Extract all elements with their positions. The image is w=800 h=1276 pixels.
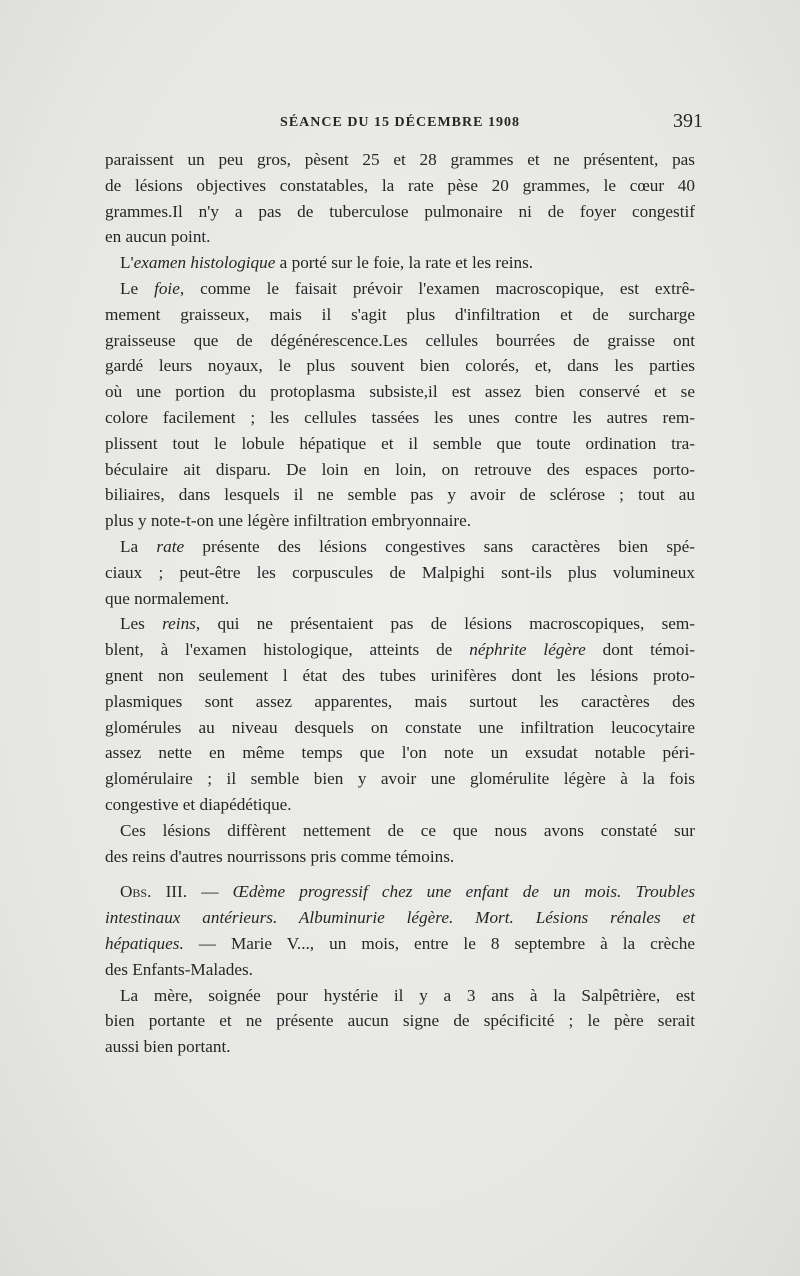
italic-text: néphrite légère — [469, 640, 586, 660]
text-run: — — [187, 882, 233, 902]
text-line — [105, 353, 695, 379]
text-run: béculaire ait disparu. De loin en loin, on retrouve des espaces porto- — [105, 459, 695, 479]
text-line — [105, 957, 695, 983]
italic-text: hépatiques. — [105, 933, 184, 953]
text-run: colore facilement ; les cellules tassées les unes contre les autres rem- — [105, 407, 695, 427]
text-line — [105, 199, 695, 225]
text-run: congestive et diapédétique. — [105, 794, 292, 814]
text-line — [105, 250, 695, 276]
text-line — [105, 482, 695, 508]
text-line — [105, 560, 695, 586]
paragraph — [105, 250, 695, 276]
body-text — [105, 147, 695, 1060]
text-run: Ces lésions diffèrent nettement de ce que nous avons constaté sur — [120, 820, 695, 840]
text-run: — Marie V..., un mois, entre le 8 septembre à la crèche — [183, 933, 695, 953]
text-run: dont témoi- — [585, 640, 695, 660]
paragraph — [105, 818, 695, 870]
italic-text: intestinaux antérieurs. Albuminurie légère. Mort. Lésions rénales et — [105, 908, 695, 928]
text-run: Obs. III. — [120, 882, 188, 902]
text-run: ciaux ; peut-être les corpuscules de Malpighi sont-ils plus volumineux — [105, 562, 695, 582]
italic-text: rate — [156, 536, 185, 556]
text-run: , comme le faisait prévoir l'examen macroscopique, est extrê- — [179, 278, 695, 298]
text-run: que normalement. — [105, 588, 230, 608]
text-line — [105, 405, 695, 431]
text-run: des reins d'autres nourrissons pris comme témoins. — [105, 846, 455, 866]
text-run: grammes.Il n'y a pas de tuberculose pulmonaire ni de foyer congestif — [105, 201, 695, 221]
text-run: gnent non seulement l état des tubes urinifères dont les lésions proto- — [105, 665, 695, 685]
text-line — [105, 302, 695, 328]
text-run: bien portante et ne présente aucun signe de spécificité ; le père serait — [105, 1011, 695, 1031]
text-line — [105, 276, 695, 302]
text-run: des Enfants-Malades. — [105, 959, 253, 979]
text-run: mement graisseux, mais il s'agit plus d'infiltration et de surcharge — [105, 304, 695, 324]
text-line — [105, 637, 695, 663]
text-line — [105, 431, 695, 457]
paragraph — [105, 276, 695, 534]
text-run: glomérulaire ; il semble bien y avoir une glomérulite légère à la fois — [105, 769, 695, 789]
text-run: La mère, soignée pour hystérie il y a 3 ans à la Salpêtrière, est — [120, 985, 695, 1005]
text-run: graisseuse que de dégénérescence.Les cellules bourrées de graisse ont — [105, 330, 695, 350]
text-run: blent, à l'examen histologique, atteints de — [105, 640, 470, 660]
text-run: biliaires, dans lesquels il ne semble pas y avoir de sclérose ; tout au — [105, 485, 695, 505]
text-line — [105, 173, 695, 199]
text-run: plasmiques sont assez apparentes, mais surtout les caractères des — [105, 691, 695, 711]
text-line — [105, 818, 695, 844]
text-line — [105, 457, 695, 483]
text-line — [105, 611, 695, 637]
text-run: glomérules au niveau desquels on constate une infiltration leucocytaire — [105, 717, 695, 737]
text-line — [105, 689, 695, 715]
text-line — [105, 740, 695, 766]
text-line — [105, 792, 695, 818]
text-line — [105, 534, 695, 560]
text-line — [105, 983, 695, 1009]
text-line — [105, 1008, 695, 1034]
text-run: Le — [120, 278, 155, 298]
text-run: Les — [120, 614, 163, 634]
text-run: plus y note-t-on une légère infiltration embryonnaire. — [105, 511, 472, 531]
text-line — [105, 879, 695, 905]
text-run: où une portion du protoplasma subsiste,il est assez bien conservé et se — [105, 382, 695, 402]
text-line — [105, 931, 695, 957]
italic-text: examen histologique — [133, 253, 276, 273]
text-run: aussi bien portant. — [105, 1037, 231, 1057]
text-run: assez nette en même temps que l'on note un exsudat notable péri- — [105, 743, 695, 763]
paragraph — [105, 534, 695, 611]
paragraph — [105, 983, 695, 1060]
text-run: , qui ne présentaient pas de lésions macroscopiques, sem- — [195, 614, 695, 634]
text-line — [105, 147, 695, 173]
text-line — [105, 379, 695, 405]
text-line — [105, 224, 695, 250]
paragraph — [105, 147, 695, 250]
text-run: L' — [120, 253, 134, 273]
text-run: a porté sur le foie, la rate et les reins. — [275, 253, 534, 273]
paragraph — [105, 879, 695, 982]
text-line — [105, 508, 695, 534]
text-line — [105, 844, 695, 870]
text-run: plissent tout le lobule hépatique et il semble que toute ordination tra- — [105, 433, 695, 453]
text-run: La — [120, 536, 157, 556]
page-number: 391 — [673, 110, 703, 132]
italic-text: Œdème progressif chez une enfant de un mois. Troubles — [232, 882, 696, 902]
text-run: de lésions objectives constatables, la rate pèse 20 grammes, le cœur 40 — [105, 175, 695, 195]
page-header — [105, 110, 703, 134]
text-line — [105, 766, 695, 792]
italic-text: foie — [154, 278, 180, 298]
italic-text: reins — [162, 614, 196, 634]
text-run: présente des lésions congestives sans caractères bien spé- — [184, 536, 695, 556]
text-run: gardé leurs noyaux, le plus souvent bien colorés, et, dans les parties — [105, 356, 695, 376]
text-run: paraissent un peu gros, pèsent 25 et 28 grammes et ne présentent, pas — [105, 150, 695, 169]
text-line — [105, 905, 695, 931]
text-line — [105, 328, 695, 354]
text-line — [105, 715, 695, 741]
running-title: SÉANCE DU 15 DÉCEMBRE 1908 — [280, 115, 520, 130]
text-run: en aucun point. — [105, 227, 211, 247]
paragraph — [105, 611, 695, 817]
text-line — [105, 586, 695, 612]
text-line — [105, 1034, 695, 1060]
text-line — [105, 663, 695, 689]
